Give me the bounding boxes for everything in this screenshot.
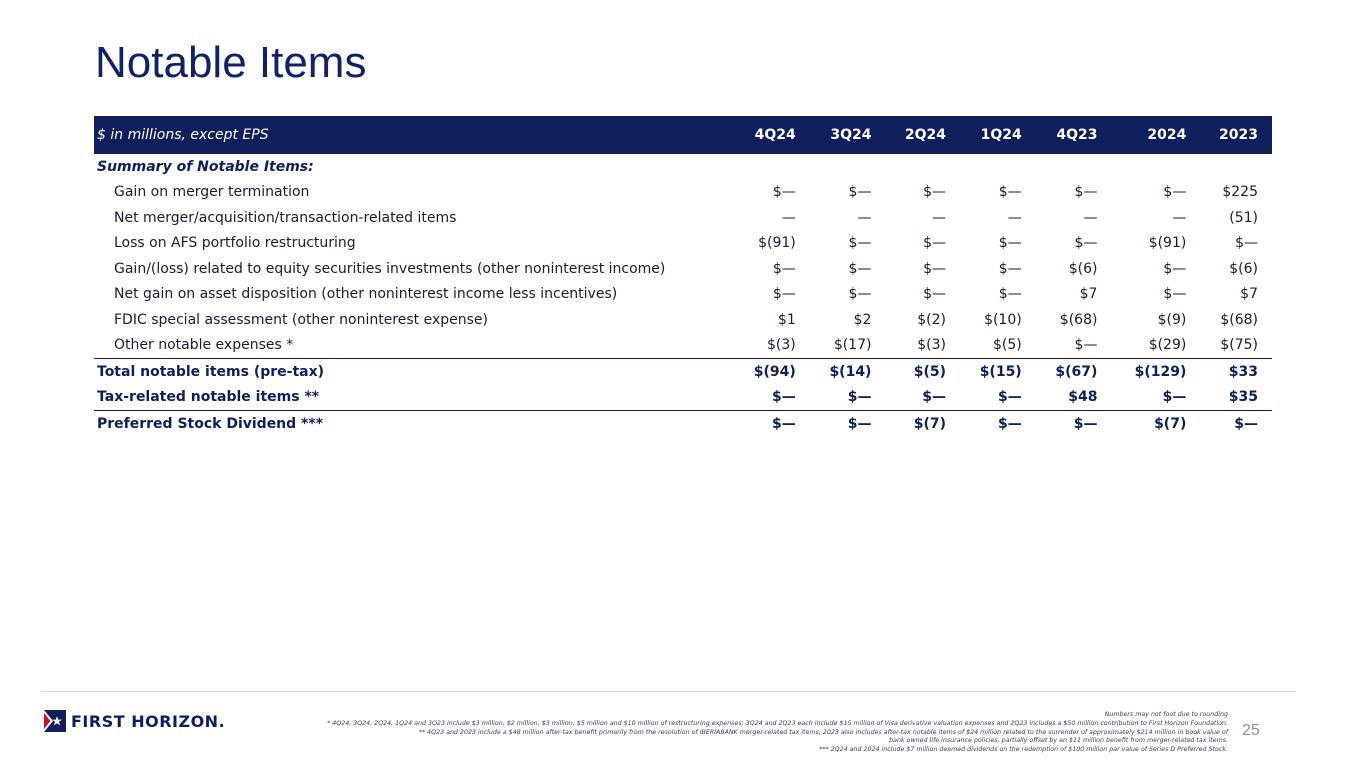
table-header-label: $ in millions, except EPS (97, 127, 269, 143)
total-row (94, 411, 1272, 437)
cell-value: $— (771, 415, 796, 432)
column-header: 2023 (1219, 127, 1258, 143)
cell-value: $— (1163, 286, 1187, 303)
cell-value: $— (848, 286, 872, 303)
row-label: Loss on AFS portfolio restructuring (114, 235, 356, 252)
cell-value: $(10) (984, 311, 1022, 328)
cell-value: $35 (1200, 385, 1272, 411)
cell-value: $7 (1240, 286, 1258, 303)
cell-value: $(5) (913, 363, 946, 380)
footnote: *** 2Q24 and 2024 include $7 million deemed dividends on the redemption of $100 million par value of Series D Preferred Stock. (819, 746, 1228, 754)
cell-value: $— (998, 260, 1022, 277)
column-header: 4Q24 (754, 127, 796, 143)
column-header: 2Q24 (904, 127, 946, 143)
cell-value: $(29) (1111, 333, 1200, 359)
cell-value: $(7) (913, 415, 946, 432)
table-row (94, 205, 1272, 231)
cell-value: $— (848, 260, 872, 277)
table-row (94, 231, 1272, 257)
table-row (94, 307, 1272, 333)
cell-value: — (1172, 209, 1187, 226)
cell-value: $— (810, 385, 886, 411)
cell-value: $(68) (1220, 311, 1258, 328)
column-header: 1Q24 (980, 127, 1022, 143)
cell-value: (51) (1229, 209, 1258, 226)
column-header: 3Q24 (830, 127, 872, 143)
cell-value: $— (923, 260, 946, 277)
cell-value: $(3) (734, 333, 810, 359)
cell-value: $(94) (753, 363, 796, 380)
footnote: Numbers may not foot due to rounding (1104, 711, 1228, 718)
flag-logo-icon (44, 710, 66, 732)
row-label: Tax-related notable items ** (94, 385, 734, 411)
footnote: * 4Q24, 3Q24, 2Q24, 1Q24 and 3Q23 include $3 million, $2 million, $3 million, $5 million and $10 million of restructuring expenses; 3Q24 and 2Q23 each include $15 million of Visa derivative valuation expenses and 2Q23 includes a $50 million contribution to First Horizon Foundation. (327, 719, 1228, 727)
column-header: 2024 (1147, 127, 1187, 143)
row-label: Gain/(loss) related to equity securities investments (other noninterest income) (114, 260, 666, 277)
cell-value: $(91) (1148, 235, 1187, 252)
table-row (94, 180, 1272, 206)
cell-value: $(5) (960, 333, 1036, 359)
cell-value: $— (772, 184, 796, 201)
section-title-row (94, 154, 1272, 180)
cell-value: $(67) (1055, 363, 1098, 380)
cell-value: $2 (853, 311, 872, 328)
row-label: Preferred Stock Dividend *** (97, 415, 324, 432)
table-header-row (94, 116, 1272, 154)
cell-value: $(9) (1157, 311, 1187, 328)
table-row (94, 256, 1272, 282)
cell-value: — (1083, 209, 1098, 226)
total-row (94, 359, 1272, 385)
cell-value: $— (923, 184, 946, 201)
cell-value: $— (923, 286, 946, 303)
table-row (94, 333, 1272, 359)
cell-value: $— (1235, 235, 1258, 252)
page-number: 25 (1242, 722, 1260, 739)
cell-value: $— (1074, 235, 1098, 252)
cell-value: $— (847, 415, 872, 432)
cell-value: $— (734, 385, 810, 411)
cell-value: $— (772, 260, 796, 277)
cell-value: $33 (1228, 363, 1258, 380)
cell-value: $— (1163, 260, 1187, 277)
cell-value: $(6) (1068, 260, 1098, 277)
logo-text: FIRST HORIZON. (71, 711, 226, 731)
cell-value: — (1007, 209, 1022, 226)
section-title: Summary of Notable Items: (97, 158, 314, 175)
table-row (94, 282, 1272, 308)
footnote: bank owned life insurance policies, partially offset by an $11 million benefit from merger-related tax items. (889, 737, 1228, 745)
cell-value: $— (1111, 385, 1200, 411)
row-label: Net gain on asset disposition (other noninterest income less incentives) (114, 286, 618, 303)
cell-value: — (857, 209, 872, 226)
row-label: Other notable expenses * (94, 333, 734, 359)
cell-value: $225 (1222, 184, 1258, 201)
cell-value: $— (1073, 415, 1098, 432)
footnotes (228, 711, 1228, 755)
cell-value: $7 (1079, 286, 1098, 303)
cell-value: $(3) (885, 333, 960, 359)
cell-value: — (781, 209, 796, 226)
page-title: Notable Items (95, 38, 367, 87)
cell-value: $48 (1036, 385, 1112, 411)
cell-value: $— (1234, 415, 1258, 432)
cell-value: $— (998, 286, 1022, 303)
cell-value: $— (848, 184, 872, 201)
cell-value: $(91) (758, 235, 796, 252)
footer-divider (42, 691, 1296, 692)
cell-value: $— (1163, 184, 1187, 201)
row-label: Gain on merger termination (114, 184, 310, 201)
cell-value: — (931, 209, 946, 226)
cell-value: $— (960, 385, 1036, 411)
company-logo (44, 710, 225, 732)
cell-value: $— (1074, 184, 1098, 201)
cell-value: $— (885, 385, 960, 411)
cell-value: $(15) (979, 363, 1022, 380)
cell-value: $(129) (1134, 363, 1187, 380)
row-label: Total notable items (pre-tax) (97, 363, 325, 380)
cell-value: $1 (777, 311, 796, 328)
cell-value: $— (1036, 333, 1112, 359)
cell-value: $(17) (810, 333, 886, 359)
cell-value: $(14) (829, 363, 872, 380)
column-header: 4Q23 (1056, 127, 1098, 143)
cell-value: $(68) (1059, 311, 1098, 328)
row-label: FDIC special assessment (other noninterest expense) (114, 311, 488, 328)
cell-value: $— (998, 184, 1022, 201)
cell-value: $(7) (1154, 415, 1187, 432)
cell-value: $— (772, 286, 796, 303)
cell-value: $(75) (1200, 333, 1272, 359)
footnote: ** 4Q23 and 2023 include a $48 million after-tax benefit primarily from the resolution of IBERIABANK merger-related tax items; 2023 also includes after-tax notable items of $24 million related to the surrender of approximately $214 million in book value of (418, 728, 1228, 736)
row-label: Net merger/acquisition/transaction-related items (114, 209, 457, 226)
cell-value: $— (997, 415, 1022, 432)
cell-value: $— (923, 235, 946, 252)
cell-value: $(6) (1229, 260, 1258, 277)
cell-value: $(2) (917, 311, 946, 328)
cell-value: $— (998, 235, 1022, 252)
cell-value: $— (848, 235, 872, 252)
notable-items-table (94, 116, 1272, 437)
total-row (94, 385, 1272, 411)
